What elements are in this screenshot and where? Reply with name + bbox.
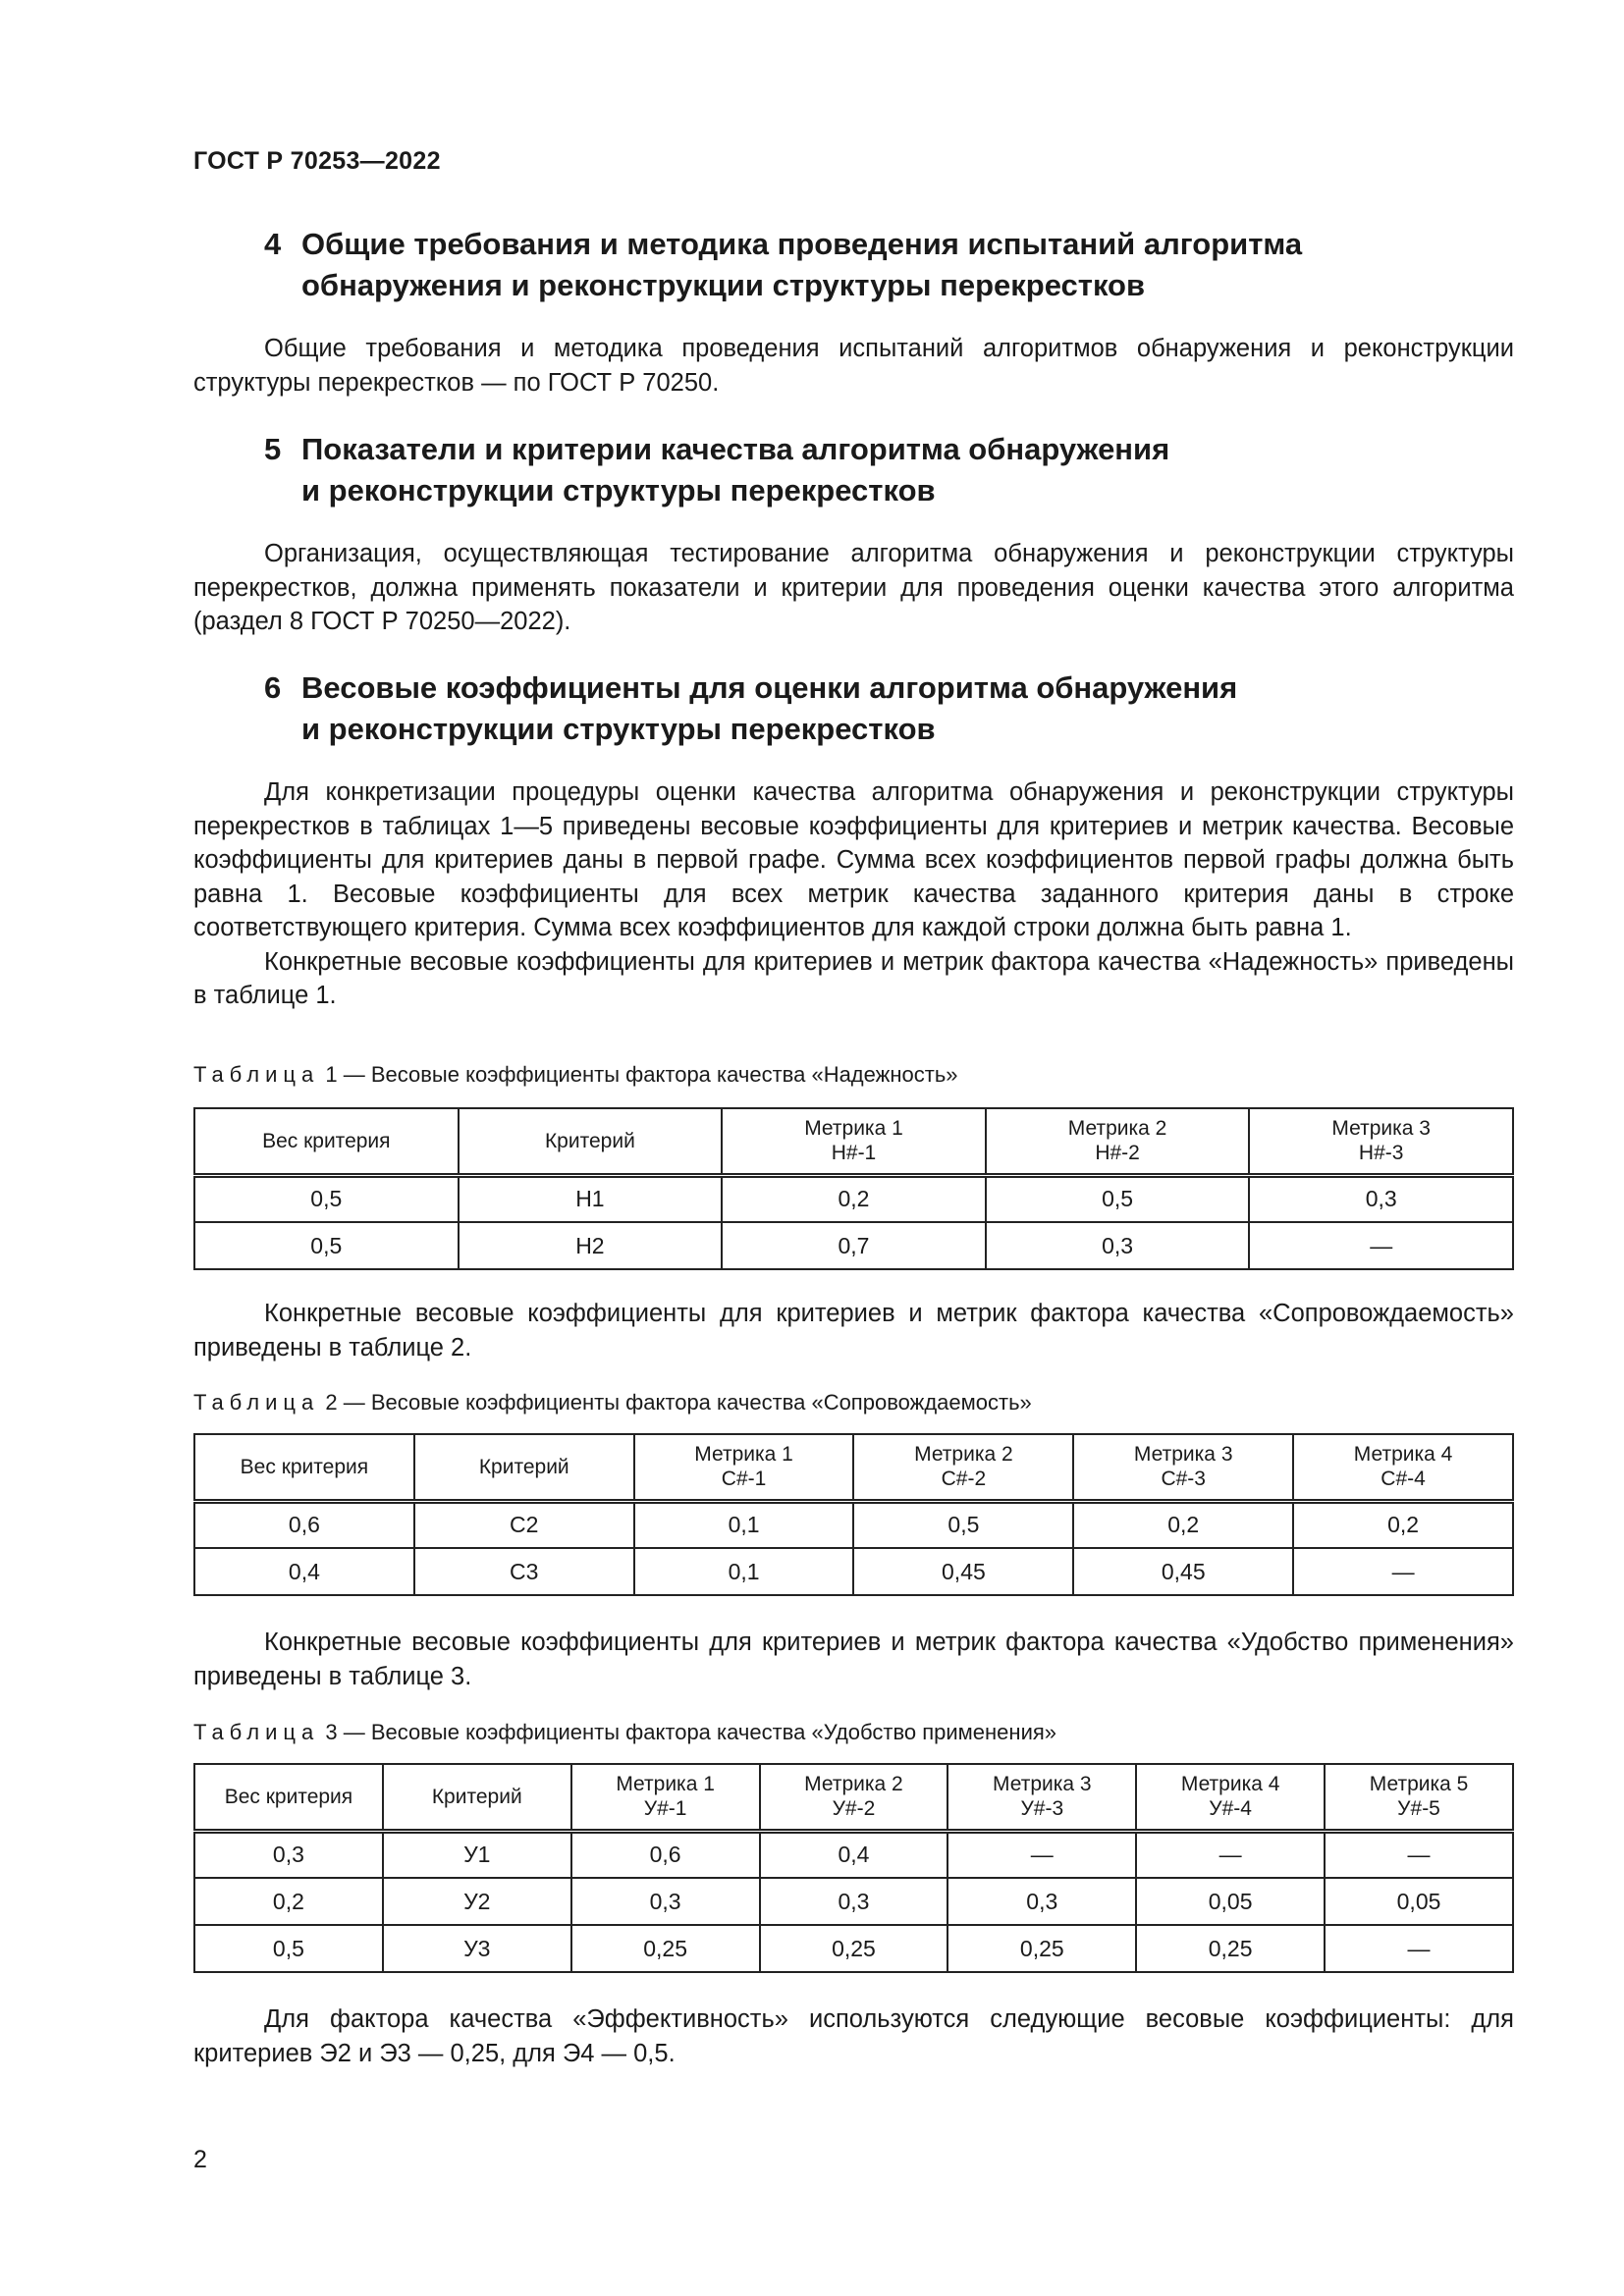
table-cell: 0,1 xyxy=(634,1548,854,1595)
section-title-line2: и реконструкции структуры перекрестков xyxy=(301,712,936,746)
header-cell: Метрика 5 У#-5 xyxy=(1325,1764,1513,1831)
table-row xyxy=(194,1501,1513,1548)
table-1-caption xyxy=(193,1060,958,1090)
header-cell: Метрика 2 С#-2 xyxy=(853,1434,1073,1501)
table-3 xyxy=(193,1763,1514,1973)
section-5-paragraph: Организация, осуществляющая тестирование алгоритма обнаружения и реконструкции структуры перекрестков, должна применять показатели и критерии для проведения оценки качества этого алгоритма (раздел 8 ГОСТ Р 70250—2022). xyxy=(193,540,1514,635)
caption-label: Таблица xyxy=(193,1062,320,1087)
table-cell: С3 xyxy=(414,1548,634,1595)
section-title-line2: обнаружения и реконструкции структуры перекрестков xyxy=(301,268,1146,302)
section-4-heading xyxy=(193,224,1514,306)
table-cell: У1 xyxy=(383,1831,571,1878)
table-cell: 0,5 xyxy=(194,1925,383,1972)
header-cell: Метрика 3 У#-3 xyxy=(947,1764,1136,1831)
table-cell: 0,7 xyxy=(722,1222,986,1269)
section-4-paragraph: Общие требования и методика проведения испытаний алгоритмов обнаружения и реконструкции структуры перекрестков — по ГОСТ Р 70250. xyxy=(193,335,1514,397)
header-cell: Метрика 1 У#-1 xyxy=(571,1764,760,1831)
final-paragraph: Для фактора качества «Эффективность» используются следующие весовые коэффициенты: для критериев Э2 и Э3 — 0,25, для Э4 — 0,5. xyxy=(193,2005,1514,2067)
table-cell: 0,4 xyxy=(760,1831,948,1878)
section-title-line1: Показатели и критерии качества алгоритма обнаружения xyxy=(301,432,1170,466)
section-number: 6 xyxy=(264,670,282,705)
table-cell: 0,25 xyxy=(760,1925,948,1972)
table-cell: 0,3 xyxy=(760,1878,948,1925)
table-cell: 0,5 xyxy=(194,1175,459,1222)
header-cell: Вес критерия xyxy=(194,1764,383,1831)
table-header-row xyxy=(194,1764,1513,1831)
section-title-line1: Общие требования и методика проведения испытаний алгоритма xyxy=(301,227,1303,261)
table-cell: 0,3 xyxy=(986,1222,1250,1269)
table-cell: — xyxy=(947,1831,1136,1878)
header-cell: Метрика 3 Н#-3 xyxy=(1249,1108,1513,1175)
section-4 xyxy=(193,224,1514,400)
table-cell: С2 xyxy=(414,1501,634,1548)
section-6-heading xyxy=(193,667,1514,750)
table-cell: 0,4 xyxy=(194,1548,414,1595)
table-row xyxy=(194,1878,1513,1925)
table-3-intro xyxy=(193,1626,1514,1693)
document-header: ГОСТ Р 70253—2022 xyxy=(193,147,441,175)
caption-text: 1 — Весовые коэффициенты фактора качества «Надежность» xyxy=(319,1062,958,1087)
header-cell: Критерий xyxy=(414,1434,634,1501)
caption-text: 2 — Весовые коэффициенты фактора качества «Сопровождаемость» xyxy=(319,1390,1032,1415)
table-cell: У3 xyxy=(383,1925,571,1972)
table-cell: 0,2 xyxy=(194,1878,383,1925)
table-2 xyxy=(193,1433,1514,1596)
header-cell: Метрика 4 С#-4 xyxy=(1293,1434,1513,1501)
table-cell: 0,05 xyxy=(1136,1878,1325,1925)
table-cell: — xyxy=(1293,1548,1513,1595)
header-cell: Метрика 3 С#-3 xyxy=(1073,1434,1293,1501)
table-row xyxy=(194,1831,1513,1878)
table-3-caption xyxy=(193,1718,1056,1747)
final-paragraph-block xyxy=(193,2002,1514,2070)
header-cell: Метрика 1 Н#-1 xyxy=(722,1108,986,1175)
table-row xyxy=(194,1925,1513,1972)
table-cell: У2 xyxy=(383,1878,571,1925)
table-cell: — xyxy=(1249,1222,1513,1269)
table-3-intro-paragraph: Конкретные весовые коэффициенты для критериев и метрик фактора качества «Удобство применения» приведены в таблице 3. xyxy=(193,1629,1514,1690)
table-cell: 0,2 xyxy=(1293,1501,1513,1548)
section-number: 4 xyxy=(264,227,282,261)
header-cell: Метрика 4 У#-4 xyxy=(1136,1764,1325,1831)
table-cell: 0,45 xyxy=(853,1548,1073,1595)
table-2-intro xyxy=(193,1297,1514,1364)
table-cell: 0,6 xyxy=(571,1831,760,1878)
section-number: 5 xyxy=(264,432,282,466)
section-5 xyxy=(193,429,1514,639)
table-cell: 0,3 xyxy=(571,1878,760,1925)
table-cell: 0,45 xyxy=(1073,1548,1293,1595)
header-cell: Метрика 1 С#-1 xyxy=(634,1434,854,1501)
caption-label: Таблица xyxy=(193,1390,320,1415)
section-6-paragraph-2: Конкретные весовые коэффициенты для критериев и метрик фактора качества «Надежность» приведены в таблице 1. xyxy=(193,947,1514,1009)
page-number: 2 xyxy=(193,2146,207,2173)
table-cell: 0,5 xyxy=(986,1175,1250,1222)
table-cell: 0,5 xyxy=(194,1222,459,1269)
table-row xyxy=(194,1175,1513,1222)
table-cell: — xyxy=(1325,1831,1513,1878)
section-6 xyxy=(193,667,1514,1013)
table-row xyxy=(194,1222,1513,1269)
table-cell: 0,25 xyxy=(1136,1925,1325,1972)
table-cell: 0,2 xyxy=(1073,1501,1293,1548)
table-cell: — xyxy=(1136,1831,1325,1878)
table-header-row xyxy=(194,1108,1513,1175)
section-title-line2: и реконструкции структуры перекрестков xyxy=(301,473,936,507)
section-5-heading xyxy=(193,429,1514,511)
table-cell: 0,2 xyxy=(722,1175,986,1222)
table-cell: 0,5 xyxy=(853,1501,1073,1548)
table-cell: 0,3 xyxy=(947,1878,1136,1925)
section-title-line1: Весовые коэффициенты для оценки алгоритма обнаружения xyxy=(301,670,1238,705)
header-cell: Критерий xyxy=(459,1108,723,1175)
table-cell: Н1 xyxy=(459,1175,723,1222)
table-2-intro-paragraph: Конкретные весовые коэффициенты для критериев и метрик фактора качества «Сопровождаемость» приведены в таблице 2. xyxy=(193,1300,1514,1362)
table-header-row xyxy=(194,1434,1513,1501)
table-row xyxy=(194,1548,1513,1595)
section-6-paragraph-1: Для конкретизации процедуры оценки качества алгоритма обнаружения и реконструкции структуры перекрестков в таблицах 1—5 приведены весовые коэффициенты для критериев и метрик качества. Весовые коэффициенты для критериев даны в первой графе. Сумма всех коэффициентов первой графы должна быть равна 1. Весовые коэффициенты для всех метрик качества заданного критерия даны в строке соответствующего критерия. Сумма всех коэффициентов для каждой строки должна быть равна 1. xyxy=(193,778,1514,941)
table-cell: 0,3 xyxy=(194,1831,383,1878)
table-cell: — xyxy=(1325,1925,1513,1972)
caption-text: 3 — Весовые коэффициенты фактора качества «Удобство применения» xyxy=(319,1720,1057,1744)
table-cell: 0,25 xyxy=(571,1925,760,1972)
header-cell: Метрика 2 Н#-2 xyxy=(986,1108,1250,1175)
table-cell: 0,3 xyxy=(1249,1175,1513,1222)
table-2-caption xyxy=(193,1388,1032,1417)
header-cell: Вес критерия xyxy=(194,1434,414,1501)
table-cell: 0,25 xyxy=(947,1925,1136,1972)
header-cell: Вес критерия xyxy=(194,1108,459,1175)
table-1 xyxy=(193,1107,1514,1270)
table-cell: Н2 xyxy=(459,1222,723,1269)
table-cell: 0,1 xyxy=(634,1501,854,1548)
table-cell: 0,05 xyxy=(1325,1878,1513,1925)
table-cell: 0,6 xyxy=(194,1501,414,1548)
header-cell: Метрика 2 У#-2 xyxy=(760,1764,948,1831)
caption-label: Таблица xyxy=(193,1720,320,1744)
header-cell: Критерий xyxy=(383,1764,571,1831)
